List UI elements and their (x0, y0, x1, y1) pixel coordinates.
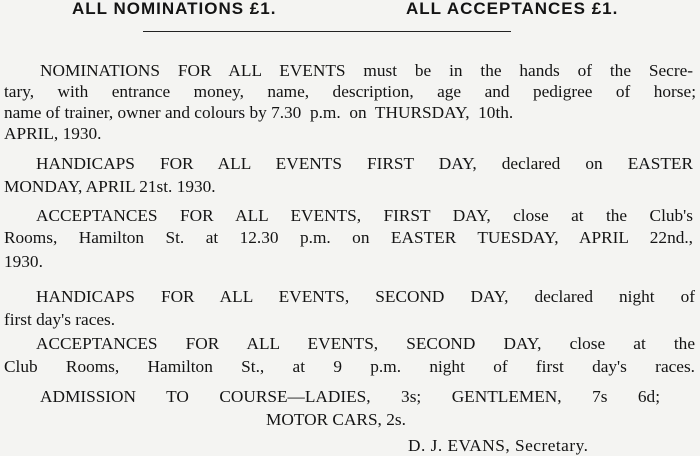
nominations-line-1: NOMINATIONS FOR ALL EVENTS must be in the hands of the Secre- (40, 61, 693, 80)
acceptances-first-line-3: 1930. (4, 252, 43, 271)
handicaps-first-line-2: MONDAY, APRIL 21st. 1930. (4, 177, 216, 196)
nominations-fee-heading: ALL NOMINATIONS £1. (72, 0, 277, 18)
admission-line-2: MOTOR CARS, 2s. (266, 410, 406, 429)
nominations-line-3: name of trainer, owner and colours by 7.30 p.m. on THURSDAY, 10th. (4, 103, 514, 122)
admission-line-1: ADMISSION TO COURSE—LADIES, 3s; GENTLEMEN, 7s 6d; (40, 387, 660, 406)
nominations-line-4: APRIL, 1930. (4, 124, 102, 143)
nominations-line-2: tary, with entrance money, name, description, age and pedigree of horse; (4, 82, 696, 101)
handicaps-second-line-2: first day's races. (4, 310, 116, 329)
handicaps-second-line-1: HANDICAPS FOR ALL EVENTS, SECOND DAY, declared night of (36, 287, 695, 306)
handicaps-first-line-1: HANDICAPS FOR ALL EVENTS FIRST DAY, declared on EASTER (36, 154, 693, 173)
notice-header (0, 0, 700, 20)
acceptances-first-line-2: Rooms, Hamilton St. at 12.30 p.m. on EASTER TUESDAY, APRIL 22nd., (4, 228, 693, 247)
acceptances-second-line-2: Club Rooms, Hamilton St., at 9 p.m. night of first day's races. (4, 357, 695, 376)
acceptances-first-line-1: ACCEPTANCES FOR ALL EVENTS, FIRST DAY, close at the Club's (36, 206, 693, 225)
header-rule (143, 31, 511, 32)
secretary-signature: D. J. EVANS, Secretary. (408, 436, 589, 455)
acceptances-fee-heading: ALL ACCEPTANCES £1. (406, 0, 619, 18)
acceptances-second-line-1: ACCEPTANCES FOR ALL EVENTS, SECOND DAY, close at the (36, 334, 695, 353)
